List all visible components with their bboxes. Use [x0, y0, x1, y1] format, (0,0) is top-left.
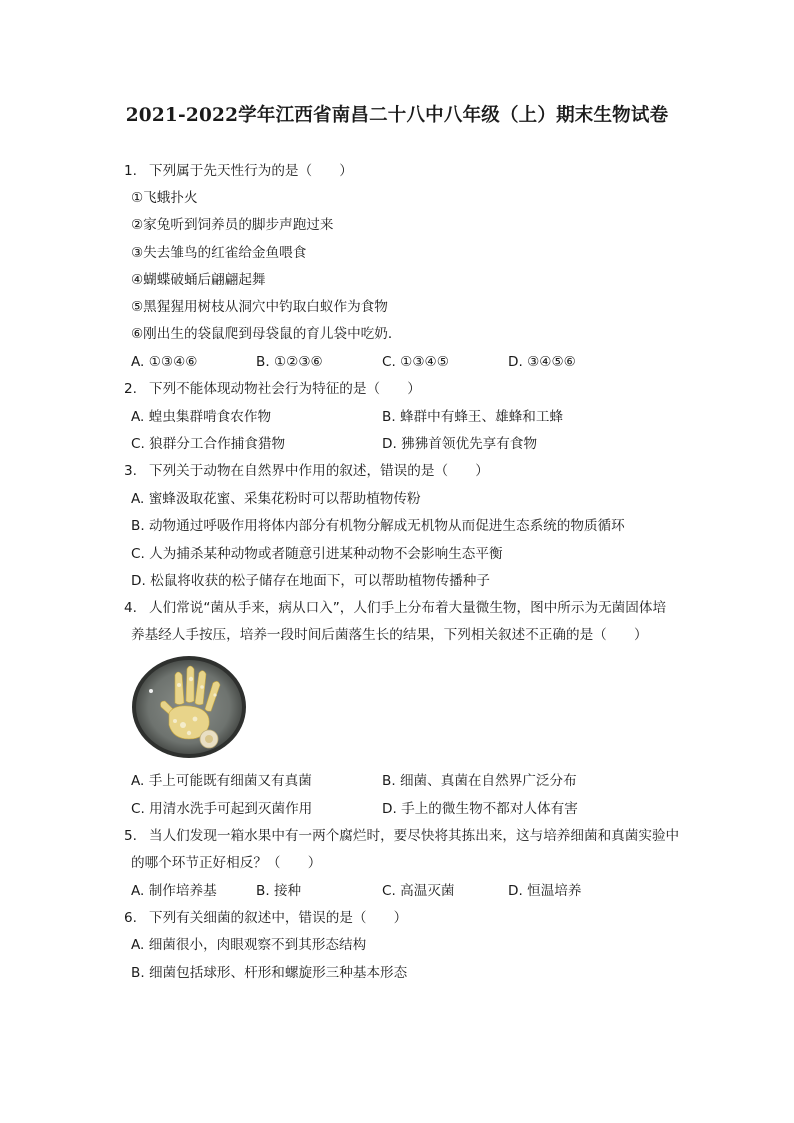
question-stem: 下列属于先天性行为的是（ ） — [149, 163, 353, 179]
question-2 — [124, 380, 421, 398]
exam-title: 2021-2022学年江西省南昌二十八中八年级（上）期末生物试卷 — [125, 105, 669, 126]
option-d[interactable]: D. 松鼠将收获的松子储存在地面下，可以帮助植物传播种子 — [131, 573, 490, 589]
option-a[interactable]: A. ①③④⑥ — [131, 354, 198, 370]
option-a[interactable]: A. 制作培养基 — [131, 883, 217, 899]
question-stem: 人们常说“菌从手来，病从口入”，人们手上分布着大量微生物，图中所示为无菌固体培 — [149, 600, 667, 616]
option-c[interactable]: C. 狼群分工合作捕食猎物 — [131, 436, 286, 452]
option-b[interactable]: B. 细菌、真菌在自然界广泛分布 — [382, 773, 577, 789]
question-stem: 下列关于动物在自然界中作用的叙述，错误的是（ ） — [149, 463, 489, 479]
question-5 — [124, 827, 680, 845]
question-3 — [124, 462, 489, 480]
question-4 — [124, 599, 667, 617]
option-d[interactable]: D. ③④⑤⑥ — [508, 354, 576, 370]
option-d[interactable]: D. 手上的微生物不都对人体有害 — [382, 801, 578, 817]
question-number: 5. — [124, 828, 137, 844]
option-b[interactable]: B. 动物通过呼吸作用将体内部分有机物分解成无机物从而促进生态系统的物质循环 — [131, 518, 625, 534]
question-number: 4. — [124, 600, 137, 616]
question-stem-continued: 养基经人手按压，培养一段时间后菌落生长的结果，下列相关叙述不正确的是（ ） — [131, 627, 648, 643]
statement-item: ⑥刚出生的袋鼠爬到母袋鼠的育儿袋中吃奶． — [131, 326, 402, 342]
question-1 — [124, 162, 353, 180]
question-6 — [124, 909, 408, 927]
question-number: 1. — [124, 163, 137, 179]
statement-item: ④蝴蝶破蛹后翩翩起舞 — [131, 272, 266, 288]
question-number: 2. — [124, 381, 137, 397]
petri-dish-handprint-image — [131, 655, 247, 760]
option-d[interactable]: D. 恒温培养 — [508, 883, 582, 899]
question-stem: 下列有关细菌的叙述中，错误的是（ ） — [149, 910, 408, 926]
question-stem: 当人们发现一箱水果中有一两个腐烂时，要尽快将其拣出来，这与培养细菌和真菌实验中 — [149, 828, 680, 844]
option-d[interactable]: D. 狒狒首领优先享有食物 — [382, 436, 538, 452]
option-a[interactable]: A. 蝗虫集群啃食农作物 — [131, 409, 272, 425]
option-c[interactable]: C. 用清水洗手可起到灭菌作用 — [131, 801, 313, 817]
question-stem: 下列不能体现动物社会行为特征的是（ ） — [149, 381, 421, 397]
option-c[interactable]: C. 高温灭菌 — [382, 883, 455, 899]
question-number: 6. — [124, 910, 137, 926]
option-b[interactable]: B. 细菌包括球形、杆形和螺旋形三种基本形态 — [131, 965, 408, 981]
statement-item: ③失去雏鸟的红雀给金鱼喂食 — [131, 245, 307, 261]
question-number: 3. — [124, 463, 137, 479]
option-a[interactable]: A. 蜜蜂汲取花蜜、采集花粉时可以帮助植物传粉 — [131, 491, 421, 507]
option-a[interactable]: A. 细菌很小，肉眼观察不到其形态结构 — [131, 937, 367, 953]
option-b[interactable]: B. 接种 — [256, 883, 302, 899]
statement-item: ②家兔听到饲养员的脚步声跑过来 — [131, 217, 334, 233]
statement-item: ⑤黑猩猩用树枝从洞穴中钓取白蚁作为食物 — [131, 299, 388, 315]
statement-item: ①飞蛾扑火 — [131, 190, 198, 206]
option-a[interactable]: A. 手上可能既有细菌又有真菌 — [131, 773, 312, 789]
option-c[interactable]: C. ①③④⑤ — [382, 354, 449, 370]
option-b[interactable]: B. ①②③⑥ — [256, 354, 323, 370]
question-stem-continued: 的哪个环节正好相反？（ ） — [131, 855, 322, 871]
option-b[interactable]: B. 蜂群中有蜂王、雄蜂和工蜂 — [382, 409, 564, 425]
option-c[interactable]: C. 人为捕杀某种动物或者随意引进某种动物不会影响生态平衡 — [131, 546, 503, 562]
